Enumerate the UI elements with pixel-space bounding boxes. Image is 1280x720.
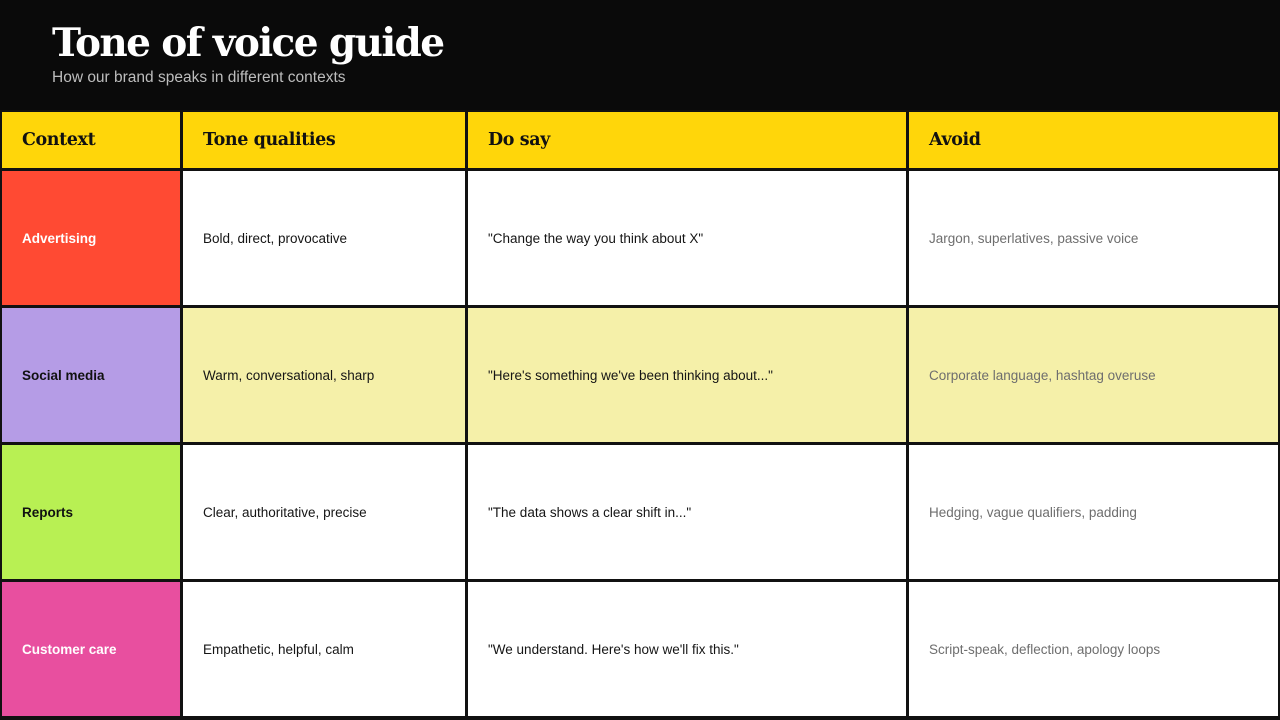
column-header-do-say: Do say (468, 112, 906, 168)
page-title: Tone of voice guide (52, 20, 444, 66)
avoid-cell: Jargon, superlatives, passive voice (909, 171, 1278, 305)
tone-cell: Empathetic, helpful, calm (183, 582, 465, 716)
avoid-cell: Hedging, vague qualifiers, padding (909, 445, 1278, 579)
context-cell-advertising: Advertising (2, 171, 180, 305)
context-cell-social-media: Social media (2, 308, 180, 442)
avoid-cell: Corporate language, hashtag overuse (909, 308, 1278, 442)
do-say-cell: "Change the way you think about X" (468, 171, 906, 305)
column-header-context: Context (2, 112, 180, 168)
do-say-cell: "The data shows a clear shift in..." (468, 445, 906, 579)
avoid-cell: Script-speak, deflection, apology loops (909, 582, 1278, 716)
page-subtitle: How our brand speaks in different contexts (52, 69, 346, 86)
context-cell-customer-care: Customer care (2, 582, 180, 716)
tone-cell: Clear, authoritative, precise (183, 445, 465, 579)
tone-cell: Bold, direct, provocative (183, 171, 465, 305)
page-header (0, 0, 1280, 110)
column-header-tone-qualities: Tone qualities (183, 112, 465, 168)
do-say-cell: "Here's something we've been thinking about..." (468, 308, 906, 442)
do-say-cell: "We understand. Here's how we'll fix this." (468, 582, 906, 716)
tone-table (0, 110, 1280, 720)
tone-cell: Warm, conversational, sharp (183, 308, 465, 442)
column-header-avoid: Avoid (909, 112, 1278, 168)
context-cell-reports: Reports (2, 445, 180, 579)
